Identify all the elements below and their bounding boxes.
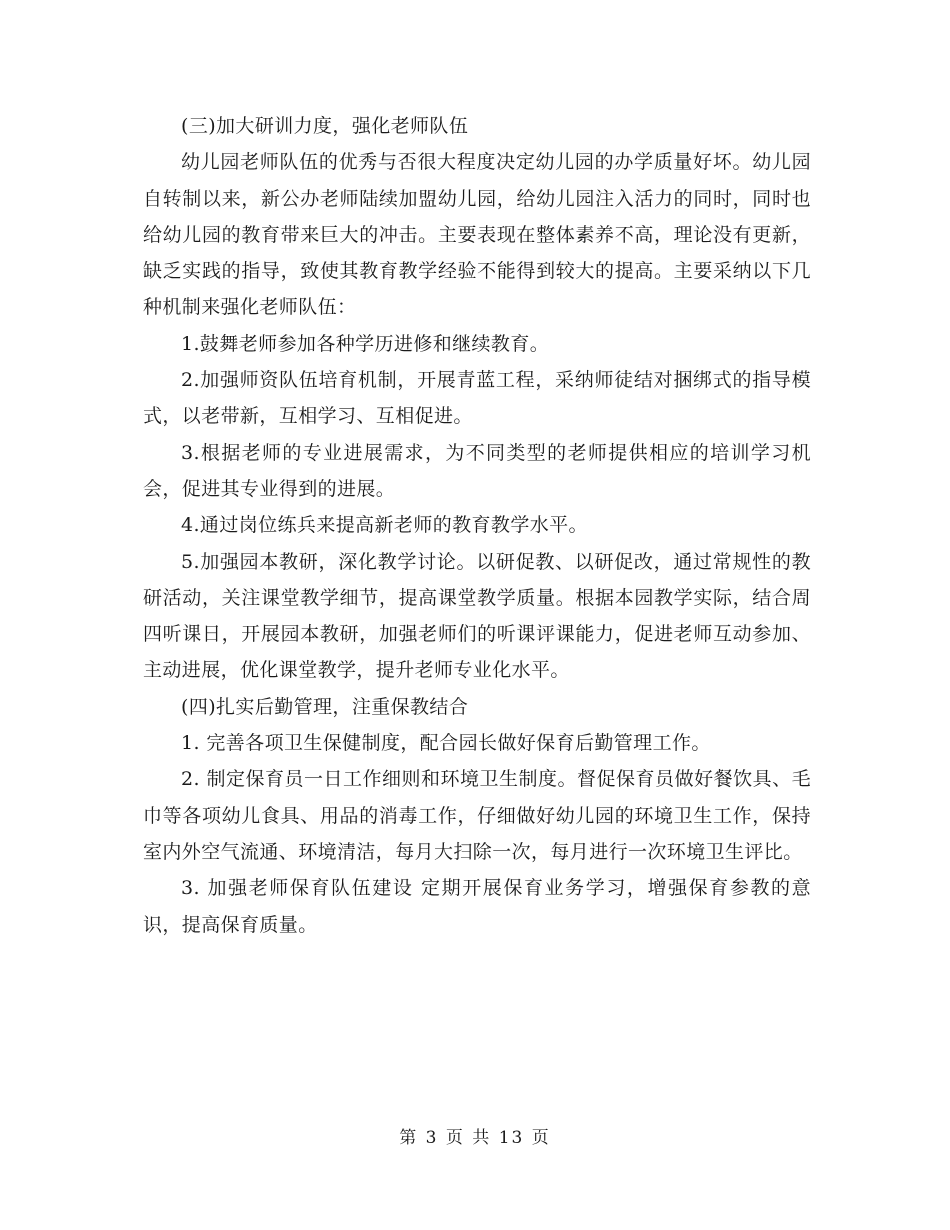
intro-paragraph: 幼儿园老师队伍的优秀与否很大程度决定幼儿园的办学质量好坏。幼儿园自转制以来，新公办老师陆续加盟幼儿园，给幼儿园注入活力的同时，同时也给幼儿园的教育带来巨大的冲击。主要表现在整体素养不高，理论没有更新，缺乏实践的指导，致使其教育教学经验不能得到较大的提高。主要采纳以下几种机制来强化老师队伍： <box>143 151 811 319</box>
list-item-2: 2.加强师资队伍培育机制，开展青蓝工程，采纳师徒结对捆绑式的指导模式，以老带新，互相学习、互相促进。 <box>143 369 811 428</box>
list-item-3: 3.根据老师的专业进展需求，为不同类型的老师提供相应的培训学习机会，促进其专业得到的进展。 <box>143 441 811 500</box>
logistics-item-3: 3. 加强老师保育队伍建设 定期开展保育业务学习，增强保育参教的意识，提高保育质量。 <box>143 877 811 936</box>
page-number-footer: 第 3 页 共 13 页 <box>399 1128 551 1148</box>
section-heading-4: (四)扎实后勤管理，注重保教结合 <box>181 695 469 718</box>
document-body <box>143 108 811 943</box>
list-item-5: 5.加强园本教研，深化教学讨论。以研促教、以研促改，通过常规性的教研活动，关注课堂教学细节，提高课堂教学质量。根据本园教学实际，结合周四听课日，开展园本教研，加强老师们的听课评课能力，促进老师互动参加、主动进展，优化课堂教学，提升老师专业化水平。 <box>143 550 811 682</box>
logistics-item-1: 1. 完善各项卫生保健制度，配合园长做好保育后勤管理工作。 <box>181 732 711 755</box>
list-item-1: 1.鼓舞老师参加各种学历进修和继续教育。 <box>181 332 550 355</box>
section-heading-3: (三)加大研训力度，强化老师队伍 <box>181 115 469 137</box>
list-item-4: 4.通过岗位练兵来提高新老师的教育教学水平。 <box>181 514 588 537</box>
logistics-item-2: 2. 制定保育员一日工作细则和环境卫生制度。督促保育员做好餐饮具、毛巾等各项幼儿食具、用品的消毒工作，仔细做好幼儿园的环境卫生工作，保持室内外空气流通、环境清洁，每月大扫除一次，每月进行一次环境卫生评比。 <box>143 768 811 863</box>
